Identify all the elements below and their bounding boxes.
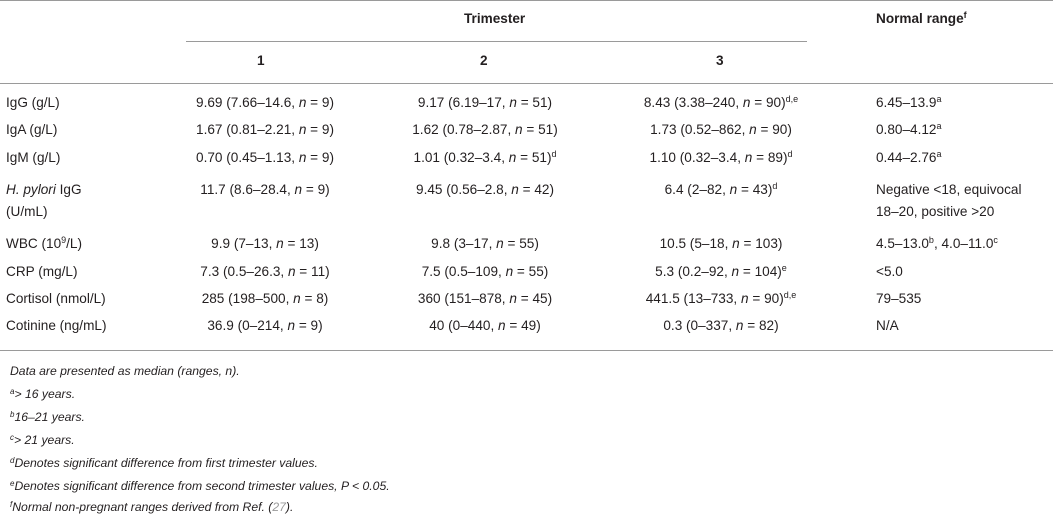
footnote-e: $^e$Denotes significant difference from second trimester values, P < 0.05. <box>10 479 390 493</box>
row-label-hpylori: H. pylori IgG <box>6 182 82 197</box>
cell-igm-normal: 0.44–2.76$^a$ <box>876 149 942 165</box>
cell-igg-t2: 9.17 (6.19–17, n = 51) <box>417 95 553 110</box>
cell-wbc-normal: 4.5–13.0$^b$, 4.0–11.0$^c$ <box>876 235 998 251</box>
cell-cortisol-t3: 441.5 (13–733, n = 90)$^{d,e}$ <box>645 290 797 306</box>
cell-crp-t1: 7.3 (0.5–26.3, n = 11) <box>200 264 330 279</box>
cell-igm-t3: 1.10 (0.32–3.4, n = 89)$^d$ <box>649 149 793 165</box>
cell-crp-normal: <5.0 <box>876 264 903 279</box>
cell-cotinine-normal: N/A <box>876 318 899 333</box>
cell-wbc-t1: 9.9 (7–13, n = 13) <box>211 236 319 251</box>
table-top-rule <box>0 0 1053 1</box>
footnote-intro: Data are presented as median (ranges, n). <box>10 364 240 378</box>
cell-hpylori-t2: 9.45 (0.56–2.8, n = 42) <box>416 182 554 197</box>
cell-cotinine-t3: 0.3 (0–337, n = 82) <box>663 318 779 333</box>
reference-link[interactable]: 27 <box>272 500 286 514</box>
cell-igg-t3: 8.43 (3.38–240, n = 90)$^{d,e}$ <box>643 94 799 110</box>
footnote-b: $^b$16–21 years. <box>10 410 85 424</box>
cell-cotinine-t2: 40 (0–440, n = 49) <box>429 318 541 333</box>
header-trimester-1: 1 <box>257 53 265 68</box>
footnote-a: $^a$> 16 years. <box>10 387 76 401</box>
footnote-f: $^f$Normal non-pregnant ranges derived from Ref. (27). <box>10 500 294 514</box>
row-label-igg: IgG (g/L) <box>6 95 60 110</box>
cell-cortisol-normal: 79–535 <box>876 291 922 306</box>
cell-wbc-t3: 10.5 (5–18, n = 103) <box>659 236 783 251</box>
cell-crp-t3: 5.3 (0.2–92, n = 104)$^e$ <box>655 263 787 279</box>
cell-crp-t2: 7.5 (0.5–109, n = 55) <box>421 264 549 279</box>
row-label-iga: IgA (g/L) <box>6 122 58 137</box>
cell-hpylori-normal-line2: 18–20, positive >20 <box>876 204 995 219</box>
footnote-d: $^d$Denotes significant difference from first trimester values. <box>10 456 318 470</box>
row-label-igm: IgM (g/L) <box>6 150 61 165</box>
row-label-cortisol: Cortisol (nmol/L) <box>6 291 106 306</box>
cell-igm-t2: 1.01 (0.32–3.4, n = 51)$^d$ <box>413 149 557 165</box>
footnote-c: $^c$> 21 years. <box>10 433 75 447</box>
cell-iga-t3: 1.73 (0.52–862, n = 90) <box>650 122 792 137</box>
cell-iga-t1: 1.67 (0.81–2.21, n = 9) <box>196 122 334 137</box>
cell-wbc-t2: 9.8 (3–17, n = 55) <box>431 236 539 251</box>
row-label-cotinine: Cotinine (ng/mL) <box>6 318 107 333</box>
cell-igg-normal: 6.45–13.9$^a$ <box>876 94 942 110</box>
cell-cortisol-t1: 285 (198–500, n = 8) <box>201 291 329 306</box>
header-normal-range: Normal range$^f$ <box>876 10 967 26</box>
trimester-group-rule <box>186 41 807 42</box>
cell-iga-normal: 0.80–4.12$^a$ <box>876 121 942 137</box>
cell-igm-t1: 0.70 (0.45–1.13, n = 9) <box>196 150 334 165</box>
header-trimester-3: 3 <box>716 53 724 68</box>
cell-cortisol-t2: 360 (151–878, n = 45) <box>417 291 553 306</box>
row-label-crp: CRP (mg/L) <box>6 264 78 279</box>
cell-hpylori-t3: 6.4 (2–82, n = 43)$^d$ <box>664 181 778 197</box>
cell-cotinine-t1: 36.9 (0–214, n = 9) <box>207 318 323 333</box>
row-label-hpylori-unit: (U/mL) <box>6 204 48 219</box>
table-bottom-rule <box>0 350 1053 351</box>
cell-iga-t2: 1.62 (0.78–2.87, n = 51) <box>412 122 558 137</box>
cell-hpylori-t1: 11.7 (8.6–28.4, n = 9) <box>200 182 330 197</box>
row-label-wbc: WBC $(10^9/L)$ <box>6 235 83 251</box>
header-bottom-rule <box>0 83 1053 84</box>
header-trimester: Trimester <box>464 11 526 26</box>
header-trimester-2: 2 <box>480 53 488 68</box>
cell-hpylori-normal-line1: Negative <18, equivocal <box>876 182 1022 197</box>
cell-igg-t1: 9.69 (7.66–14.6, n = 9) <box>196 95 334 110</box>
